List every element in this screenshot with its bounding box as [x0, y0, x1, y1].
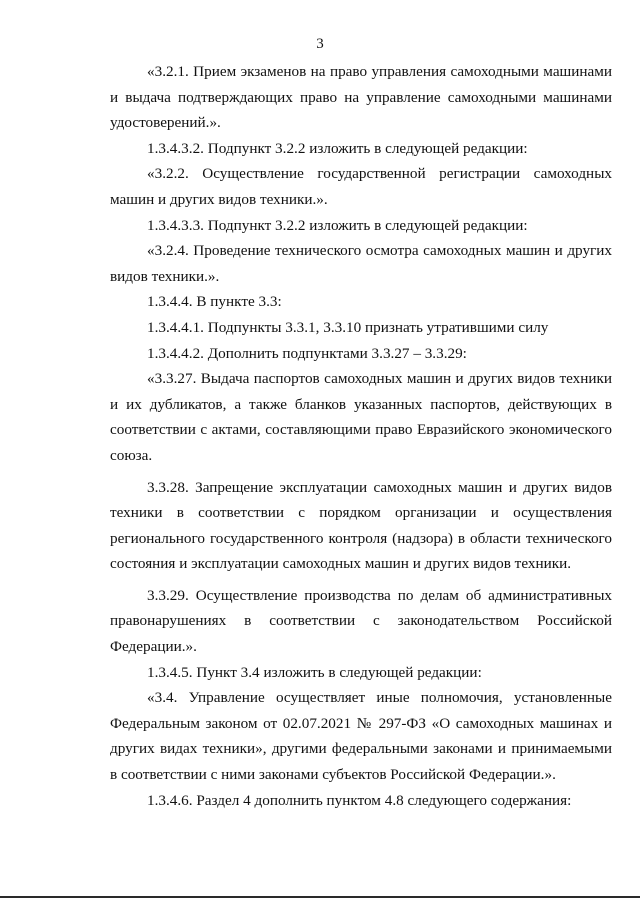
paragraph: 1.3.4.5. Пункт 3.4 изложить в следующей редакции:	[147, 663, 482, 681]
paragraph: «3.3.27. Выдача паспортов самоходных машин и других видов техники и их дубликатов, а также бланков указанных паспортов, действующих в соответствии с актами, составляющими право Евразийского экономического союза.	[110, 370, 612, 464]
paragraph: 1.3.4.6. Раздел 4 дополнить пунктом 4.8 следующего содержания:	[147, 791, 572, 809]
paragraph: 1.3.4.3.3. Подпункт 3.2.2 изложить в следующей редакции:	[147, 216, 528, 234]
paragraph: 1.3.4.3.2. Подпункт 3.2.2 изложить в следующей редакции:	[147, 139, 528, 157]
paragraph: «3.2.4. Проведение технического осмотра самоходных машин и других видов техники.».	[110, 242, 612, 285]
paragraph: «3.2.2. Осуществление государственной регистрации самоходных машин и других видов техники.».	[110, 165, 612, 208]
paragraph: 1.3.4.4. В пункте 3.3:	[147, 293, 282, 311]
document-body	[110, 59, 612, 813]
page-number: 3	[316, 36, 324, 52]
paragraph: 3.3.29. Осуществление производства по делам об административных правонарушениях в соответствии с законодательством Российской Федерации.».	[110, 586, 612, 656]
scan-edge-line	[0, 896, 640, 898]
paragraph: 1.3.4.4.1. Подпункты 3.3.1, 3.3.10 признать утратившими силу	[147, 318, 549, 336]
paragraph: 1.3.4.4.2. Дополнить подпунктами 3.3.27 – 3.3.29:	[147, 344, 467, 362]
paragraph: 3.3.28. Запрещение эксплуатации самоходных машин и других видов техники в соответствии с порядком организации и осуществления регионального государственного контроля (надзора) в области технического состояния и эксплуатации самоходных машин и других видов техники.	[110, 478, 612, 573]
paragraph: «3.2.1. Прием экзаменов на право управления самоходными машинами и выдача подтверждающих право на управление самоходными машинами удостоверений.».	[110, 63, 612, 132]
paragraph: «3.4. Управление осуществляет иные полномочия, установленные Федеральным законом от 02.07.2021 № 297-ФЗ «О самоходных машинах и других видах техники», другими федеральными законами и принимаемыми в соответствии с ними законами субъектов Российской Федерации.».	[110, 689, 612, 784]
